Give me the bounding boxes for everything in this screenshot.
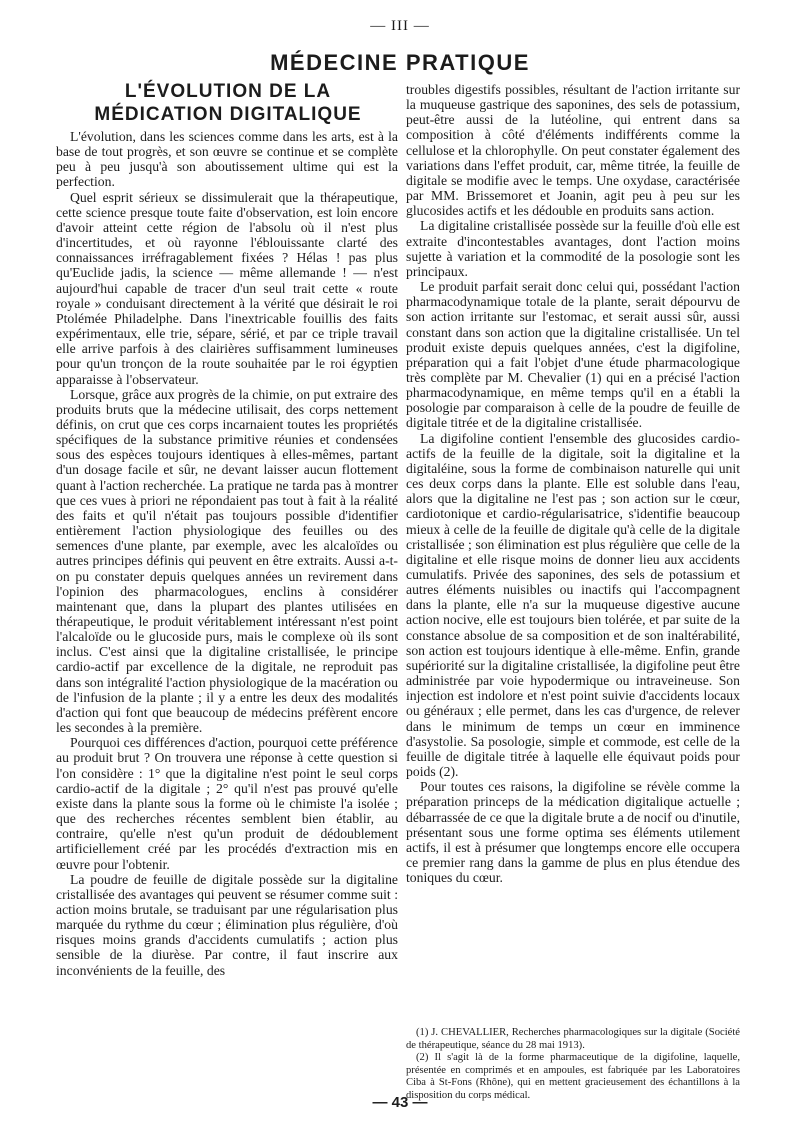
section-title: MÉDECINE PRATIQUE — [270, 50, 530, 75]
right-column — [406, 82, 740, 1017]
left-column — [56, 129, 398, 1084]
page-number: — 43 — — [372, 1094, 428, 1111]
article-title: L'ÉVOLUTION DE LA MÉDICATION DIGITALIQUE — [94, 81, 362, 125]
footnotes — [406, 1027, 740, 1103]
paragraph: Quel esprit sérieux se dissimulerait que la thérapeutique, cette science presque toute faite d'observation, est loin encore d'avoir atteint cette région de l'absolu où il n'est plus d'incertitudes, et où rayonne l'éblouissante clarté des connaissances irréfragablement fixées ? Hélas ! pas plus qu'Euclide jadis, la science — même allemande ! — n'est aujourd'hui capable de tracer d'un seul trait cette « route royale » conduisant directement à la vérité que désirait le roi Ptolémée Philadelphe. Dans l'inextricable fouillis des faits expérimentaux, elle trie, sépare, sérié, et par ce triple travail elle arrive parfois à des clairières suffisamment lumineuses pour qu'un tronçon de la route souhaitée par le roi égyptien apparaisse à l'observateur. — [56, 189, 398, 387]
paragraph: Le produit parfait serait donc celui qui, possédant l'action pharmacodynamique totale de la plante, serait dépourvu de son action irritante sur l'estomac, et serait aussi sûr, aussi constant dans son action que la digitaline cristallisée. Un tel produit existe depuis quelques années, c'est la digifoline, préparation qui a fait l'objet d'une étude pharmacologique très complète par M. Chevalier (1) qui en a précisé l'action pharmacodynamique, en même temps qu'il en a établi la posologie par comparaison à celle de la poudre de feuille de digitale titrée et de la digitaline cristallisée. — [406, 279, 740, 431]
paragraph: La digitaline cristallisée possède sur la feuille d'où elle est extraite d'incontestables avantages, dont l'action moins sujette à variation et la commodité de la posologie sont les principaux. — [406, 218, 740, 279]
paragraph: La digifoline contient l'ensemble des glucosides cardio-actifs de la feuille de la digitale, soit la digitaline et la digitaléine, sous la forme de combinaison naturelle qui unit ces deux corps dans la plante. Elle est soluble dans l'eau, alors que la digitaline ne l'est pas ; son action sur le cœur, cardiotonique et cardio-régularisatrice, s'identifie beaucoup mieux à celle de la feuille de digitale qu'à celle de la digitale cristallisée ; son élimination est plus régulière que celle de la digitaline et elle risque moins de donner lieu aux accidents cumulatifs. Privée des saponines, des sels de potassium et autres éléments nuisibles ou inactifs qui l'accompagnent dans la plante, elle n'a sur la muqueuse digestive aucune action nocive, elle est toujours bien tolérée, et par suite de la constance absolue de sa composition et de son inaltérabilité, son action est toujours identique à elle-même. Enfin, grande supériorité sur la digitaline cristallisée, la digifoline peut être administrée par voie hypodermique ou intraveineuse. Son injection est indolore et n'est point suivie d'accidents locaux ou généraux ; elle permet, dans les cas d'urgence, de relever dans le minimum de temps un cœur en imminence d'asystolie. Sa posologie, simple et commode, est celle de la feuille de digitale titrée à laquelle elle équivaut poids pour poids (2). — [406, 430, 740, 780]
footnote: (2) Il s'agit là de la forme pharmaceutique de la digifoline, laquelle, présentée en comprimés et en ampoules, est fabriquée par les Laboratoires Ciba à St-Fons (Rhône), qui en mettent gracieusement des échantillons à la disposition du corps médical. — [406, 1052, 740, 1101]
footnote: (1) J. CHEVALLIER, Recherches pharmacologiques sur la digitale (Société de thérapeutique, séance du 28 mai 1913). — [406, 1027, 740, 1051]
paragraph: Lorsque, grâce aux progrès de la chimie, on put extraire des produits bruts que la médecine utilisait, des corps nettement définis, on crut que ces corps incarnaient toutes les propriétés spécifiques de la substance primitive réunies et condensées sous des espèces toujours identiques à elles-mêmes, partant d'un dosage facile et sûr, ne devant laisser aucun flottement quant à l'action recherchée. La pratique ne tarda pas à montrer que ces vues à priori ne répondaient pas tout à fait à la réalité des faits et qu'il n'était pas toujours possible d'identifier entièrement l'action physiologique des feuilles ou des semences d'une plante, par exemple, avec les alcaloïdes ou autres principes définis qui peuvent en être extraits. Aussi a-t-on pu constater depuis quelques années un revirement dans l'opinion des pharmacologues, enclins à considérer maintenant que, dans la plupart des plantes utilisées en thérapeutique, le produit véritablement intéressant n'est point l'alcaloïde ou le glucoside purs, mais le complexe où ils sont inclus. C'est ainsi que la digitaline cristallisée, le principe cardio-actif par excellence de la digitale, ne reproduit pas dans son intégralité l'action physiologique de la macération ou de l'infusion de la plante ; il y a entre les deux des modalités d'action qui font que beaucoup de médecins préfèrent encore les secondes à la première. — [56, 386, 398, 736]
paragraph: La poudre de feuille de digitale possède sur la digitaline cristallisée des avantages qui peuvent se résumer comme suit : action moins brutale, se traduisant par une régularisation plus marquée du rythme du cœur ; élimination plus régulière, d'où risques moins grands d'accidents cumulatifs ; action plus sensible de la diurèse. Par contre, il faut inscrire aux inconvénients de la feuille, des — [56, 871, 398, 978]
running-page-number: — III — — [370, 18, 430, 34]
paragraph: L'évolution, dans les sciences comme dans les arts, est à la base de tout progrès, et son œuvre se continue et se complète peu à peu jusqu'à son aboutissement ultime qui est la perfection. — [56, 129, 398, 190]
paragraph: troubles digestifs possibles, résultant de l'action irritante sur la muqueuse gastrique des saponines, des sels de potassium, peut-être aussi de la lutéoline, qui entrent dans sa composition à côté d'éléments indifférents comme la cellulose et la chlorophylle. On peut constater également des variations dans l'effet produit, car, même titrée, la feuille de digitale se modifie avec le temps. Une oxydase, caractérisée par MM. Brissemoret et Joanin, agit peu à peu sur les glucosides actifs et les dédouble en produits sans action. — [406, 82, 740, 219]
paragraph: Pour toutes ces raisons, la digifoline se révèle comme la préparation princeps de la médication digitalique actuelle ; débarrassée de ce que la digitale brute a de nocif ou d'inutile, présentant sous une forme optima ses éléments utilement actifs, il est à présumer que longtemps encore elle occupera ce premier rang dans la gamme de plus en plus étendue des toniques du cœur. — [406, 779, 740, 886]
paragraph: Pourquoi ces différences d'action, pourquoi cette préférence au produit brut ? On trouvera une réponse à cette question si l'on considère : 1° que la digitaline n'est point le seul corps cardio-actif de la digitale ; 2° qu'il n'est pas prouvé qu'elle existe dans la plante sous la forme où le chimiste l'a isolée ; que des recherches récentes semblent bien établir, au contraire, qu'elle n'est qu'un produit de dédoublement artificiellement créé par les procédés d'extraction mis en œuvre pour l'obtenir. — [56, 735, 398, 872]
